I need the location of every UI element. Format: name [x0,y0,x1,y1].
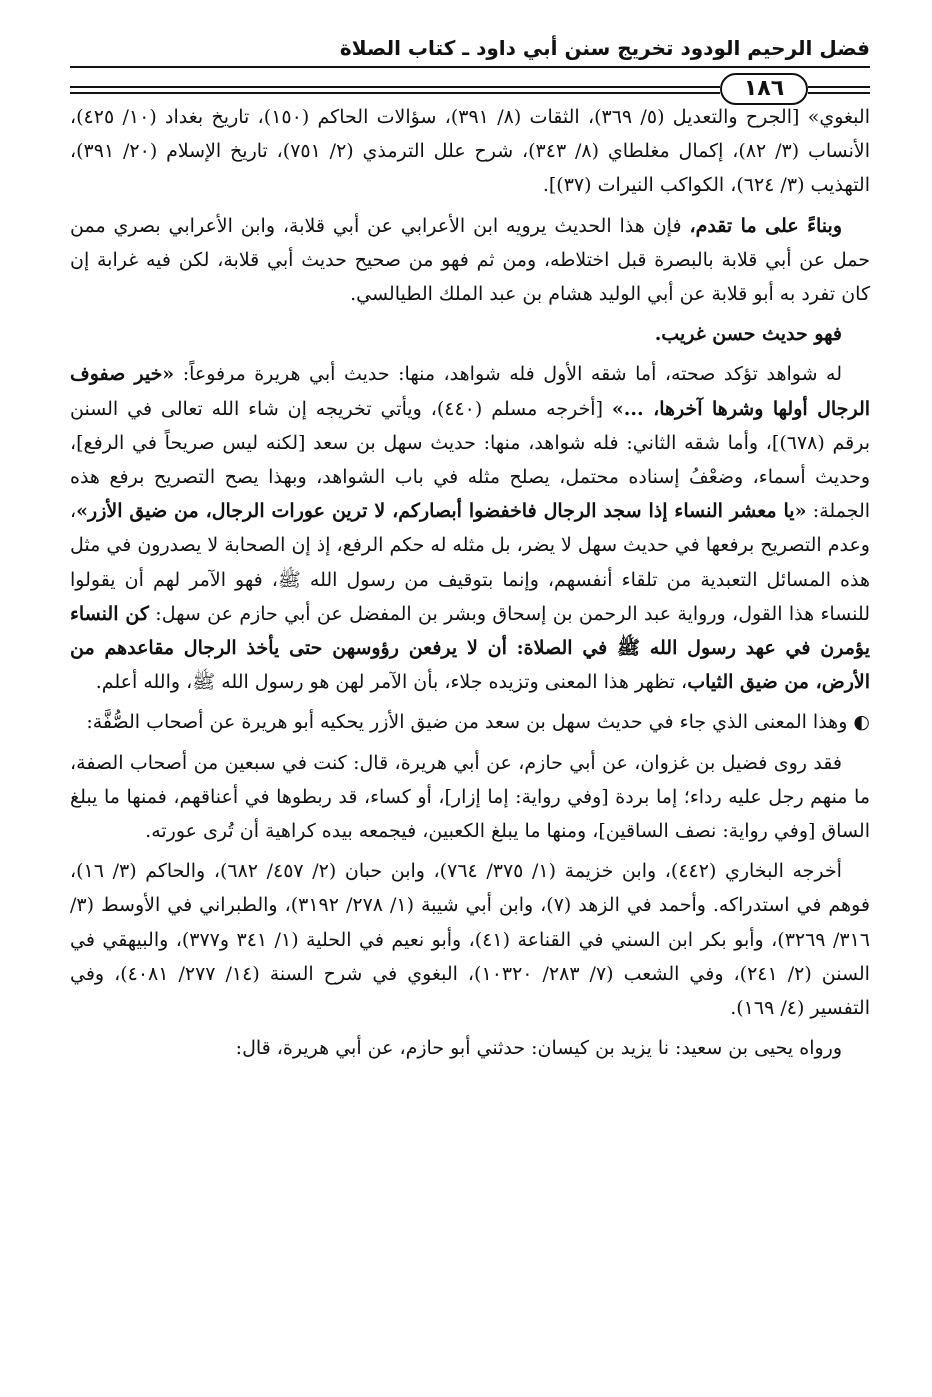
text-run: ◐ وهذا المعنى الذي جاء في حديث سهل بن سعد من ضيق الأزر يحكيه أبو هريرة عن أصحاب الصُّفَّة: [86,711,870,734]
paragraph [70,100,870,203]
ornament-rule-left [70,86,720,88]
text-run: له شواهد تؤكد صحته، أما شقه الأول فله شواهد، منها: حديث أبي هريرة مرفوعاً: [174,363,842,386]
paragraph [70,1031,870,1065]
bold-text-run: «يا معشر النساء إذا سجد الرجال فاخفضوا أبصاركم، لا ترين عورات الرجال، من ضيق الأزر» [76,500,807,523]
text-run: البغوي» [الجرح والتعديل (٥/ ٣٦٩)، الثقات (٨/ ٣٩١)، سؤالات الحاكم (١٥٠)، تاريخ بغداد (١٠/ ٤٢٥)، الأنساب (٣/ ٨٢)، إكمال مغلطاي (٨/ ٣٤٣)، شرح علل الترمذي (٢/ ٧٥١)، تاريخ الإسلام (٢٠/ ٣٩١)، التهذيب (٣/ ٦٢٤)، الكواكب النيرات (٣٧)]. [70,106,870,197]
paragraph [70,854,870,1025]
text-run: ، وعدم التصريح برفعها في حديث سهل لا يضر، بل مثله له حكم الرفع، إذ إن الصحابة لا يصدرون في مثل هذه المسائل التعبدية من تلقاء أنفسهم، وإنما بتوقيف من رسول الله ﷺ، فهو الآمر لهم أن يقولوا للنساء هذا القول، ورواية عبد الرحمن بن إسحاق وبشر بن المفضل عن أبي حازم عن سهل: [70,500,870,625]
running-title: فضل الرحيم الودود تخريج سنن أبي داود ـ كتاب الصلاة [339,36,870,60]
bold-text-run: كن النساء يؤمرن في عهد رسول الله ﷺ في الصلاة: أن لا يرفعن رؤوسهن حتى يأخذ الرجال مقاعدهم من الأرض، من ضيق الثياب [70,602,870,694]
paragraph [70,746,870,849]
bold-text-run: وبناءً على ما تقدم، [689,214,842,237]
text-run: فإن هذا الحديث يرويه ابن الأعرابي عن أبي قلابة، وابن الأعرابي بصري ممن حمل عن أبي قلابة بالبصرة قبل اختلاطه، ومن ثم فهو من صحيح حديث أبي قلابة، لكن فيه غرابة إن كان تفرد به أبو قلابة عن أبي الوليد هشام بن عبد الملك الطيالسي. [70,214,870,306]
ornament-rule-right [808,86,870,88]
bold-text-run: «خير صفوف الرجال أولها وشرها آخرها، ...» [70,363,871,420]
paragraph [70,317,870,351]
bold-text-run: فهو حديث حسن غريب. [654,323,842,346]
page-number: ١٨٦ [720,73,808,105]
text-run: أخرجه البخاري (٤٤٢)، وابن خزيمة (١/ ٣٧٥/ ٧٦٤)، وابن حبان (٢/ ٤٥٧/ ٦٨٢)، والحاكم (٣/ ١٦)، فوهم في استدراكه. وأحمد في الزهد (٧)، وابن أبي شيبة (١/ ٢٧٨/ ٣١٩٢)، والطبراني في الأوسط (٣/ ٣١٦/ ٣٢٦٩)، وأبو بكر ابن السني في القناعة (٤١)، وأبو نعيم في الحلية (١/ ٣٤١ و٣٧٧)، والبيهقي في السنن (٢/ ٢٤١)، وفي الشعب (٧/ ٢٨٣/ ١٠٣٢٠)، البغوي في شرح السنة (١٤/ ٢٧٧/ ٤٠٨١)، وفي التفسير (٤/ ١٦٩). [70,860,870,1020]
text-run: فقد روى فضيل بن غزوان، عن أبي حازم، عن أبي هريرة، قال: كنت في سبعين من أصحاب الصفة، ما منهم رجل عليه رداء؛ إما بردة [وفي رواية: إما إزار]، أو كساء، قد ربطوها في أعناقهم، فمنها ما يبلغ الساق [وفي رواية: نصف الساقين]، ومنها ما يبلغ الكعبين، فيجمعه بيده كراهية أن تُرى عورته. [70,751,870,843]
header-rule [70,66,870,68]
paragraph [70,357,870,699]
text-run: ، تظهر هذا المعنى وتزيده جلاء، بأن الآمر لهن هو رسول الله ﷺ، والله أعلم. [95,671,688,694]
paragraph [70,705,870,739]
ornament-rule-right-2 [808,92,870,94]
text-run: [أخرجه مسلم (٤٤٠)، ويأتي تخريجه إن شاء الله تعالى في السنن برقم (٦٧٨)]، وأما شقه الثاني: فله شواهد، منها: حديث سهل بن سعد [لكنه ليس صريحاً في الرفع]، وحديث أسماء، وضعْفُ إسناده محتمل، يصلح مثله في باب الشواهد، وبهذا يصح التصريح برفع هذه الجملة: [70,397,871,523]
paragraph [70,209,870,312]
ornament-rule-left-2 [70,92,720,94]
page-body [70,100,870,1065]
text-run: ورواه يحيى بن سعيد: نا يزيد بن كيسان: حدثني أبو حازم، عن أبي هريرة، قال: [235,1037,842,1060]
page-header [70,18,870,100]
